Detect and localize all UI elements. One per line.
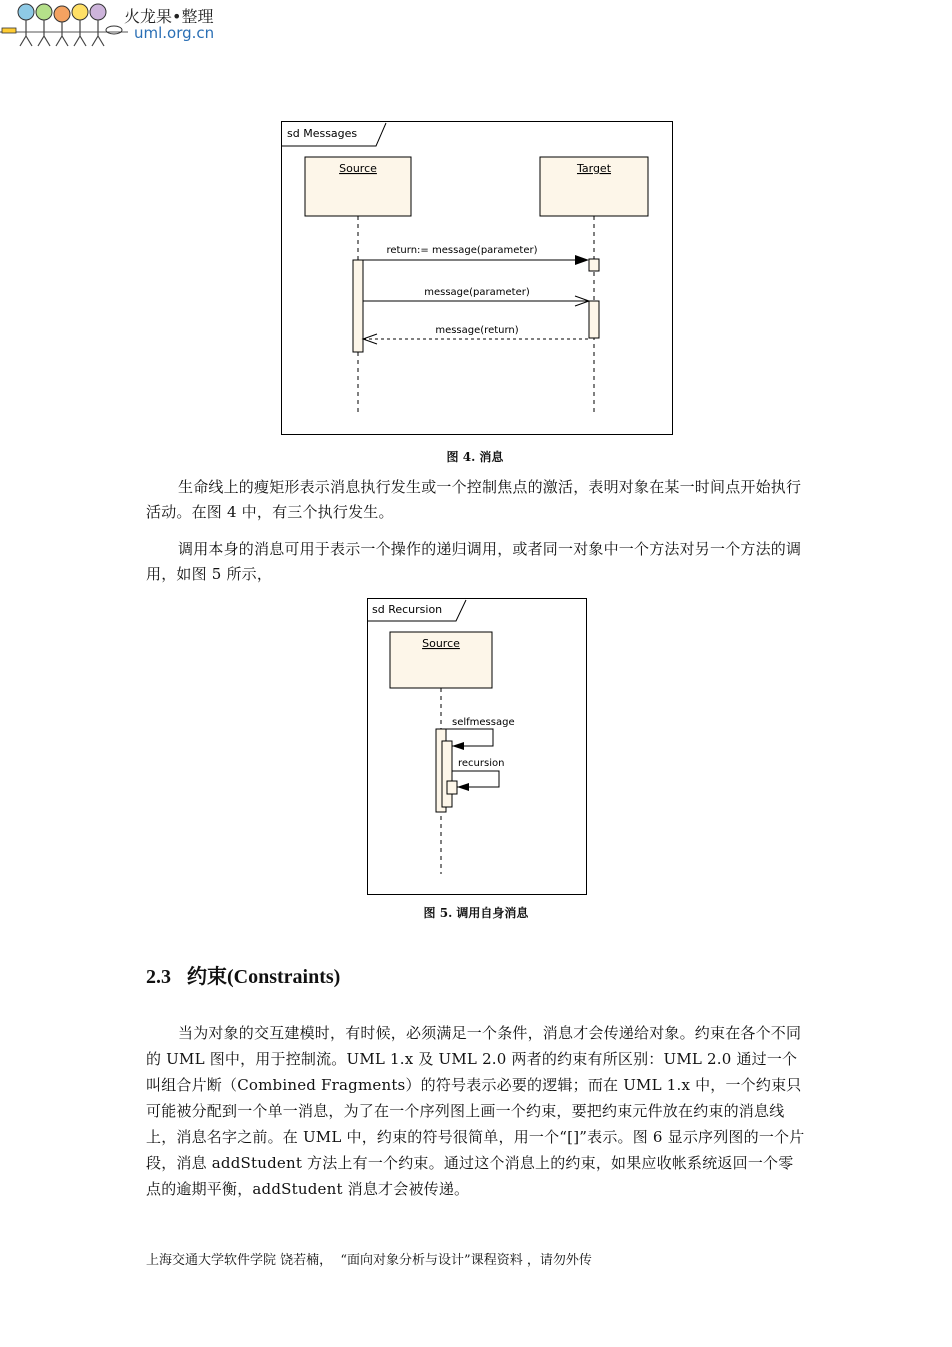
site-logo — [0, 0, 240, 50]
section-number: 2.3 — [146, 966, 171, 988]
selfmessage-label: selfmessage — [452, 717, 515, 728]
figure-5-sequence-diagram — [367, 598, 587, 895]
source-activation — [353, 260, 363, 352]
target-activation-2 — [589, 301, 599, 338]
message-3-label: message(return) — [435, 325, 519, 336]
target-activation-1 — [589, 259, 599, 271]
recursion-line — [452, 771, 499, 787]
message-1-arrowhead — [575, 255, 589, 265]
frame-label: sd Recursion — [372, 603, 443, 616]
paragraph-2: 调用本身的消息可用于表示一个操作的递归调用，或者同一对象中一个方法对另一个方法的调用，如图 5 所示， — [146, 540, 802, 583]
recursion-arrowhead — [457, 783, 469, 791]
figure-5-caption: 图 5. 调用自身消息 — [423, 906, 529, 920]
page-footer: 上海交通大学软件学院 饶若楠， “面向对象分析与设计”课程资料 ，请勿外传 — [146, 1253, 592, 1268]
logo-text: 火龙果•整理 — [124, 7, 214, 26]
paragraph-3: 当为对象的交互建模时，有时候，必须满足一个条件，消息才会传递给对象。约束在各个不同的 UML 图中，用于控制流。UML 1.x 及 UML 2.0 两者的约束有所区别：UML 2.0 通过一个叫组合片断（Combined Fragments）的符号表示必要的逻辑；而在 UML 1.x 中，一个约束只可能被分配到一个单一消息，为了在一个序列图上画一个约束，要把约束元件放在约束的消息线上，消息名字之前。在 UML 中，约束的符号很简单，用一个“[]”表示。图 6 显示序列图的一个片段，消息 addStudent 方法上有一个约束。通过这个消息上的约束，如果应收帐系统返回一个零点的逾期平衡，addStudent 消息才会被传递。 — [146, 1024, 805, 1198]
lifeline-target-label: Target — [576, 162, 612, 175]
figure-4-caption: 图 4. 消息 — [446, 450, 504, 464]
lifeline-source-label: Source — [339, 162, 377, 175]
nested-activation — [442, 741, 452, 807]
message-2-label: message(parameter) — [424, 287, 530, 298]
section-title: 约束(Constraints) — [187, 966, 341, 988]
lifeline-source-label: Source — [422, 637, 460, 650]
section-heading — [146, 960, 340, 989]
frame-label: sd Messages — [287, 127, 358, 140]
message-1-label: return:= message(parameter) — [386, 245, 538, 256]
figure-4-sequence-diagram — [281, 121, 673, 435]
logo-figures-icon — [0, 0, 130, 50]
selfmessage-line — [446, 729, 493, 746]
logo-url: uml.org.cn — [134, 24, 215, 42]
selfmessage-arrowhead — [452, 742, 464, 750]
recursion-label: recursion — [458, 758, 505, 769]
recursion-activation — [447, 781, 457, 794]
paragraph-1: 生命线上的瘦矩形表示消息执行发生或一个控制焦点的激活，表明对象在某一时间点开始执行活动。在图 4 中，有三个执行发生。 — [146, 478, 802, 521]
